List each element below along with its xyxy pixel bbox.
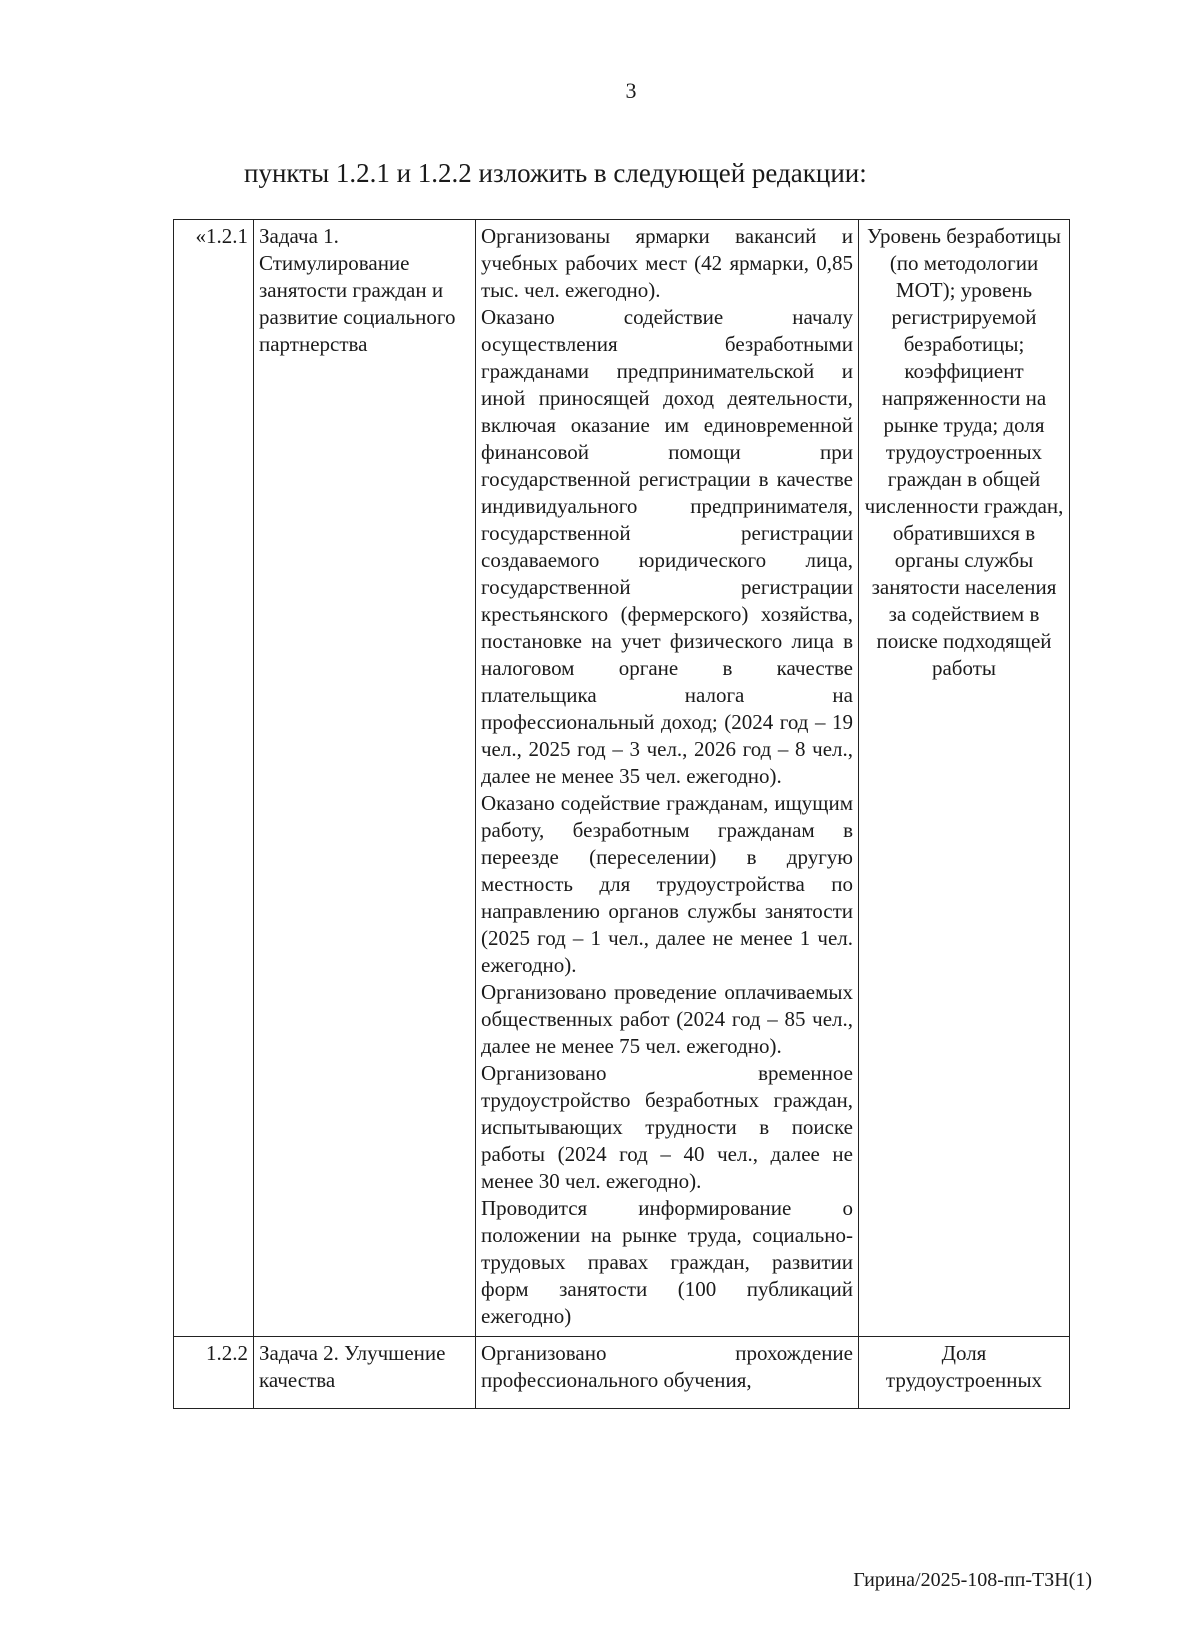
result-paragraph: Оказано содействие гражданам, ищущим работу, безработным гражданам в переезде (переселении) в другую местность для трудоустройства по направлению органов службы занятости (2025 год – 1 чел., далее не менее 1 чел. ежегодно).: [481, 791, 853, 977]
task-text: Задача 2. Улучшение качества: [259, 1341, 446, 1392]
task-cell: [254, 1337, 476, 1409]
result-paragraph: Организовано проведение оплачиваемых общественных работ (2024 год – 85 чел., далее не менее 75 чел. ежегодно).: [481, 980, 853, 1058]
task-cell: Задача 1. Стимулирование занятости граждан и развитие социального партнерства: [254, 220, 476, 1337]
result-paragraph: Проводится информирование о положении на рынке труда, социально-трудовых правах граждан, развитии форм занятости (100 публикаций ежегодно): [481, 1196, 853, 1328]
indicators-text: Доля трудоустроенных: [885, 1341, 1043, 1392]
indicators-cell: Уровень безработицы (по методологии МОТ); уровень регистрируемой безработицы; коэффициент напряженности на рынке труда; доля трудоустроенных граждан в общей численности граждан, обратившихся в органы службы занятости населения за содействием в поиске подходящей работы: [859, 220, 1070, 1337]
results-cell: [476, 1337, 859, 1409]
table-row: [174, 220, 1070, 1337]
result-paragraph: Оказано содействие началу осуществления безработными гражданами предпринимательской и иной приносящей доход деятельности, включая оказание им единовременной финансовой помощи при государственной регистрации в качестве индивидуального предпринимателя, государственной регистрации создаваемого юридического лица, государственной регистрации крестьянского (фермерского) хозяйства, постановке на учет физического лица в налоговом органе в качестве плательщика налога на профессиональный доход; (2024 год – 19 чел., 2025 год – 3 чел., 2026 год – 8 чел., далее не менее 35 чел. ежегодно).: [481, 305, 853, 788]
result-paragraph: Организовано временное трудоустройство безработных граждан, испытывающих трудности в поиске работы (2024 год – 40 чел., далее не менее 30 чел. ежегодно).: [481, 1061, 853, 1193]
results-cell: [476, 220, 859, 1337]
intro-text: пункты 1.2.1 и 1.2.2 изложить в следующей редакции:: [244, 158, 867, 188]
row-number: «1.2.1: [174, 220, 254, 1337]
row-number: 1.2.2: [174, 1337, 254, 1409]
results-text-box: [481, 1340, 853, 1394]
program-table: [173, 219, 1070, 1409]
document-code: Гирина/2025-108-пп-ТЗН(1): [853, 1569, 1092, 1591]
result-paragraph: Организованы ярмарки вакансий и учебных рабочих мест (42 ярмарки, 0,85 тыс. чел. ежегодно).: [481, 224, 853, 302]
result-paragraph: Организовано прохождение профессионального обучения,: [481, 1341, 853, 1392]
page-number: 3: [625, 78, 637, 103]
table-row: [174, 1337, 1070, 1409]
indicators-cell: [859, 1337, 1070, 1409]
